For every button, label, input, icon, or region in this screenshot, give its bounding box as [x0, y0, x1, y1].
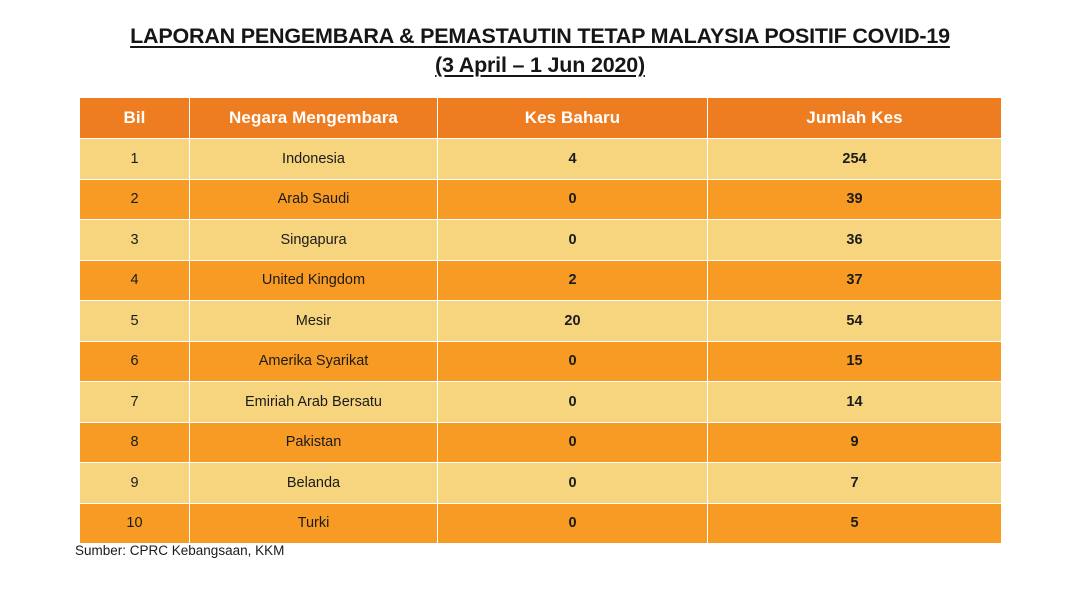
cell-bil: 2	[80, 179, 190, 220]
column-header-total-cases: Jumlah Kes	[708, 98, 1002, 139]
cell-country: Indonesia	[190, 139, 438, 180]
cell-new-cases: 0	[438, 503, 708, 544]
cell-bil: 8	[80, 422, 190, 463]
table-row	[80, 139, 1002, 180]
cell-total-cases: 15	[708, 341, 1002, 382]
cell-country: United Kingdom	[190, 260, 438, 301]
table-row	[80, 179, 1002, 220]
cell-new-cases: 0	[438, 179, 708, 220]
column-header-bil: Bil	[80, 98, 190, 139]
table-row	[80, 422, 1002, 463]
cell-bil: 7	[80, 382, 190, 423]
cell-bil: 5	[80, 301, 190, 342]
table-row	[80, 260, 1002, 301]
cell-new-cases: 4	[438, 139, 708, 180]
cell-country: Belanda	[190, 463, 438, 504]
column-header-new-cases: Kes Baharu	[438, 98, 708, 139]
cell-new-cases: 0	[438, 220, 708, 261]
cell-total-cases: 14	[708, 382, 1002, 423]
cell-country: Singapura	[190, 220, 438, 261]
table-row	[80, 301, 1002, 342]
title-line-1: LAPORAN PENGEMBARA & PEMASTAUTIN TETAP MALAYSIA POSITIF COVID-19	[130, 24, 950, 48]
cell-total-cases: 7	[708, 463, 1002, 504]
title-line-2: (3 April – 1 Jun 2020)	[435, 53, 645, 77]
cell-total-cases: 37	[708, 260, 1002, 301]
cell-total-cases: 9	[708, 422, 1002, 463]
table-row	[80, 382, 1002, 423]
cell-country: Turki	[190, 503, 438, 544]
cell-country: Emiriah Arab Bersatu	[190, 382, 438, 423]
travellers-table	[79, 97, 1002, 544]
cell-total-cases: 54	[708, 301, 1002, 342]
table-header-row	[80, 98, 1002, 139]
table-row	[80, 503, 1002, 544]
table-header	[80, 98, 1002, 139]
cell-bil: 10	[80, 503, 190, 544]
cell-new-cases: 0	[438, 463, 708, 504]
cell-new-cases: 0	[438, 382, 708, 423]
cell-country: Amerika Syarikat	[190, 341, 438, 382]
cell-new-cases: 20	[438, 301, 708, 342]
cell-new-cases: 0	[438, 422, 708, 463]
cell-bil: 4	[80, 260, 190, 301]
cell-bil: 9	[80, 463, 190, 504]
cell-country: Arab Saudi	[190, 179, 438, 220]
page-title	[0, 0, 1080, 80]
cell-new-cases: 2	[438, 260, 708, 301]
cell-country: Mesir	[190, 301, 438, 342]
table-container	[79, 97, 1001, 544]
table-body	[80, 139, 1002, 544]
column-header-country: Negara Mengembara	[190, 98, 438, 139]
table-row	[80, 463, 1002, 504]
table-row	[80, 341, 1002, 382]
source-note: Sumber: CPRC Kebangsaan, KKM	[75, 543, 285, 558]
cell-bil: 1	[80, 139, 190, 180]
table-row	[80, 220, 1002, 261]
cell-total-cases: 254	[708, 139, 1002, 180]
cell-bil: 3	[80, 220, 190, 261]
cell-total-cases: 36	[708, 220, 1002, 261]
cell-total-cases: 39	[708, 179, 1002, 220]
cell-total-cases: 5	[708, 503, 1002, 544]
cell-new-cases: 0	[438, 341, 708, 382]
cell-bil: 6	[80, 341, 190, 382]
cell-country: Pakistan	[190, 422, 438, 463]
